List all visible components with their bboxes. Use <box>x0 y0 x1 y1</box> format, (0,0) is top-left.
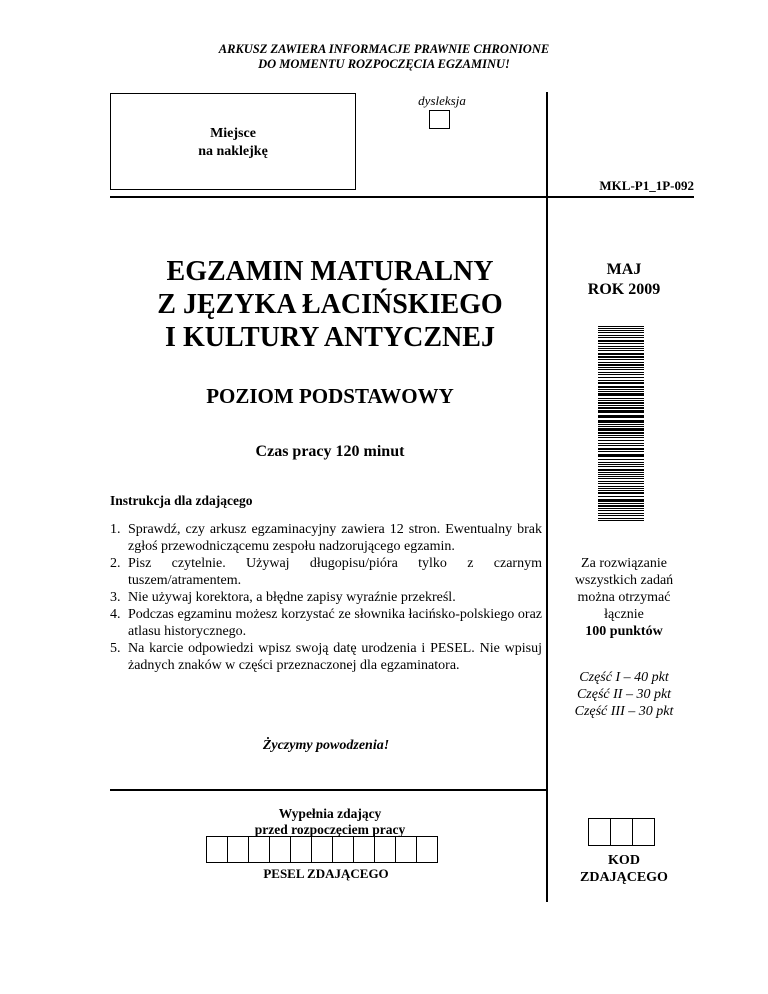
parts-info <box>556 669 692 720</box>
barcode-bar <box>598 462 644 463</box>
instruction-item <box>110 555 542 589</box>
barcode-bar <box>598 472 644 473</box>
exam-year: ROK 2009 <box>587 281 661 298</box>
barcode-bar <box>598 451 644 452</box>
barcode-bar <box>598 496 644 497</box>
exam-title <box>100 255 560 354</box>
instruction-number: 3. <box>110 590 121 605</box>
instruction-number: 2. <box>110 556 121 571</box>
candidate-code-label-line-2: ZDAJĄCEGO <box>580 870 668 885</box>
pesel-input[interactable] <box>206 836 438 863</box>
barcode-bar <box>598 508 644 509</box>
barcode-bar <box>598 362 644 363</box>
pesel-digit-cell[interactable] <box>396 836 417 863</box>
barcode-bar <box>598 499 644 502</box>
warning-line-1: ARKUSZ ZAWIERA INFORMACJE PRAWNIE CHRONIONE <box>218 42 550 56</box>
pesel-digit-cell[interactable] <box>417 836 438 863</box>
barcode-bar <box>598 466 644 467</box>
barcode-bar <box>598 337 644 338</box>
barcode-bar <box>598 510 644 511</box>
barcode-bar <box>598 346 644 347</box>
instructions-heading: Instrukcja dla zdającego <box>110 493 253 508</box>
exam-level: POZIOM PODSTAWOWY <box>206 384 454 408</box>
barcode-bar <box>598 488 644 489</box>
pesel-digit-cell[interactable] <box>312 836 333 863</box>
pesel-digit-cell[interactable] <box>270 836 291 863</box>
points-line-1: Za rozwiązanie <box>581 556 667 571</box>
barcode-bar <box>598 486 644 487</box>
fill-label <box>206 806 454 838</box>
instruction-number: 4. <box>110 607 121 622</box>
barcode-bar <box>598 503 644 504</box>
instruction-number: 1. <box>110 522 121 537</box>
exam-title-line-1: EGZAMIN MATURALNY <box>166 256 494 287</box>
barcode-bar <box>598 353 644 355</box>
instruction-item <box>110 606 542 640</box>
exam-session <box>556 260 692 300</box>
candidate-code-label <box>556 852 692 886</box>
instruction-text: Na karcie odpowiedzi wpisz swoją datę urodzenia i PESEL. Nie wpisuj żadnych znaków w części przeznaczonej dla egzaminatora. <box>128 641 542 673</box>
exam-code: MKL-P1_1P-092 <box>599 178 694 193</box>
points-info <box>556 555 692 640</box>
barcode-bar <box>598 407 644 409</box>
instruction-text: Sprawdź, czy arkusz egzaminacyjny zawiera 12 stron. Ewentualny brak zgłoś przewodniczącemu zespołu nadzorującego egzamin. <box>128 522 542 554</box>
barcode-bar <box>598 492 644 494</box>
barcode-bar <box>598 350 644 351</box>
barcode-bar <box>598 374 644 375</box>
barcode-bar <box>598 437 644 438</box>
pesel-label: PESEL ZDAJĄCEGO <box>263 866 389 881</box>
barcode-bar <box>598 505 644 507</box>
barcode-bar <box>598 367 644 368</box>
vertical-divider <box>546 92 548 902</box>
points-total: 100 punktów <box>585 624 663 639</box>
pesel-digit-cell[interactable] <box>249 836 270 863</box>
exam-title-line-2: Z JĘZYKA ŁACIŃSKIEGO <box>157 289 503 320</box>
barcode-bar <box>598 476 644 477</box>
pesel-digit-cell[interactable] <box>333 836 354 863</box>
pesel-digit-cell[interactable] <box>354 836 375 863</box>
barcode-bar <box>598 445 644 446</box>
barcode-bar <box>598 400 644 401</box>
barcode-bar <box>598 402 644 404</box>
barcode-bar <box>598 415 644 418</box>
warning-line-2: DO MOMENTU ROZPOCZĘCIA EGZAMINU! <box>258 57 510 71</box>
barcode-bar <box>598 420 644 423</box>
barcode-bar <box>598 474 644 475</box>
horizontal-divider <box>110 196 694 198</box>
part-3: Część III – 30 pkt <box>574 704 674 719</box>
barcode-bar <box>598 481 644 482</box>
dyslexia-label: dysleksja <box>418 93 466 108</box>
candidate-code-input[interactable] <box>588 818 655 846</box>
legal-warning <box>0 42 768 72</box>
barcode-bar <box>598 478 644 479</box>
barcode-bar <box>598 369 644 370</box>
instruction-number: 5. <box>110 641 121 656</box>
barcode-bar <box>598 459 644 460</box>
fill-label-line-1: Wypełnia zdający <box>278 806 382 821</box>
barcode-bar <box>598 464 644 465</box>
barcode-bar <box>598 428 644 431</box>
barcode-bar <box>598 335 644 336</box>
barcode-bar <box>598 356 644 358</box>
dyslexia-checkbox[interactable] <box>429 110 450 129</box>
barcode-bar <box>598 483 644 484</box>
sticker-label-line-2: na naklejkę <box>198 144 268 159</box>
barcode-bar <box>598 326 644 327</box>
pesel-digit-cell[interactable] <box>291 836 312 863</box>
fill-divider <box>110 789 546 791</box>
barcode-bar <box>598 348 644 349</box>
points-line-4: łącznie <box>604 607 644 622</box>
barcode-bar <box>598 380 644 381</box>
barcode-bar <box>598 359 644 360</box>
barcode-bar <box>598 469 644 471</box>
barcode-bar <box>598 435 644 436</box>
barcode-bar <box>598 443 644 444</box>
fill-label-line-2: przed rozpoczęciem pracy <box>254 822 406 837</box>
barcode-bar <box>598 382 644 384</box>
barcode-bar <box>598 440 644 441</box>
instruction-item <box>110 589 542 606</box>
barcode-bar <box>598 490 644 491</box>
barcode-bar <box>598 426 644 427</box>
sticker-label-line-1: Miejsce <box>210 126 256 141</box>
barcode-bar <box>598 448 644 450</box>
pesel-digit-cell[interactable] <box>207 836 228 863</box>
barcode-bar <box>598 454 644 457</box>
candidate-code-cell[interactable] <box>611 818 633 846</box>
part-2: Część II – 30 pkt <box>576 687 672 702</box>
barcode-bar <box>598 518 644 519</box>
exam-title-line-3: I KULTURY ANTYCZNEJ <box>165 322 495 353</box>
barcode-bar <box>598 513 644 514</box>
exam-time: Czas pracy 120 minut <box>255 443 405 460</box>
barcode-bar <box>598 340 644 342</box>
sticker-label <box>110 125 356 161</box>
candidate-code-label-line-1: KOD <box>608 853 640 868</box>
barcode-bar <box>598 372 644 373</box>
barcode <box>598 326 644 524</box>
exam-month: MAJ <box>606 261 642 278</box>
barcode-bar <box>598 389 644 390</box>
barcode-bar <box>598 515 644 516</box>
points-line-2: wszystkich zadań <box>574 573 674 588</box>
barcode-bar <box>598 332 644 333</box>
instruction-text: Nie używaj korektora, a błędne zapisy wyraźnie przekreśl. <box>128 590 456 605</box>
pesel-digit-cell[interactable] <box>228 836 249 863</box>
barcode-bar <box>598 410 644 413</box>
barcode-bar <box>598 328 644 329</box>
barcode-bar <box>598 398 644 399</box>
good-luck-message: Życzymy powodzenia! <box>262 738 390 753</box>
part-1: Część I – 40 pkt <box>579 670 669 685</box>
barcode-bar <box>598 330 644 331</box>
barcode-bar <box>598 432 644 434</box>
barcode-bar <box>598 393 644 396</box>
barcode-bar <box>598 424 644 425</box>
candidate-code-cell[interactable] <box>589 818 611 846</box>
barcode-bar <box>598 343 644 344</box>
instruction-item <box>110 521 542 555</box>
pesel-digit-cell[interactable] <box>375 836 396 863</box>
instruction-text: Pisz czytelnie. Używaj długopisu/pióra tylko z czarnym tuszem/atramentem. <box>128 556 542 588</box>
points-line-3: można otrzymać <box>577 590 671 605</box>
barcode-bar <box>598 391 644 392</box>
barcode-bar <box>598 364 644 366</box>
candidate-code-cell[interactable] <box>633 818 655 846</box>
instructions-list <box>110 521 542 674</box>
barcode-bar <box>598 405 644 406</box>
instruction-text: Podczas egzaminu możesz korzystać ze słownika łacińsko-polskiego oraz atlasu historycznego. <box>128 607 542 639</box>
barcode-bar <box>598 386 644 388</box>
instruction-item <box>110 640 542 674</box>
barcode-bar <box>598 377 644 378</box>
barcode-bar <box>598 520 644 521</box>
